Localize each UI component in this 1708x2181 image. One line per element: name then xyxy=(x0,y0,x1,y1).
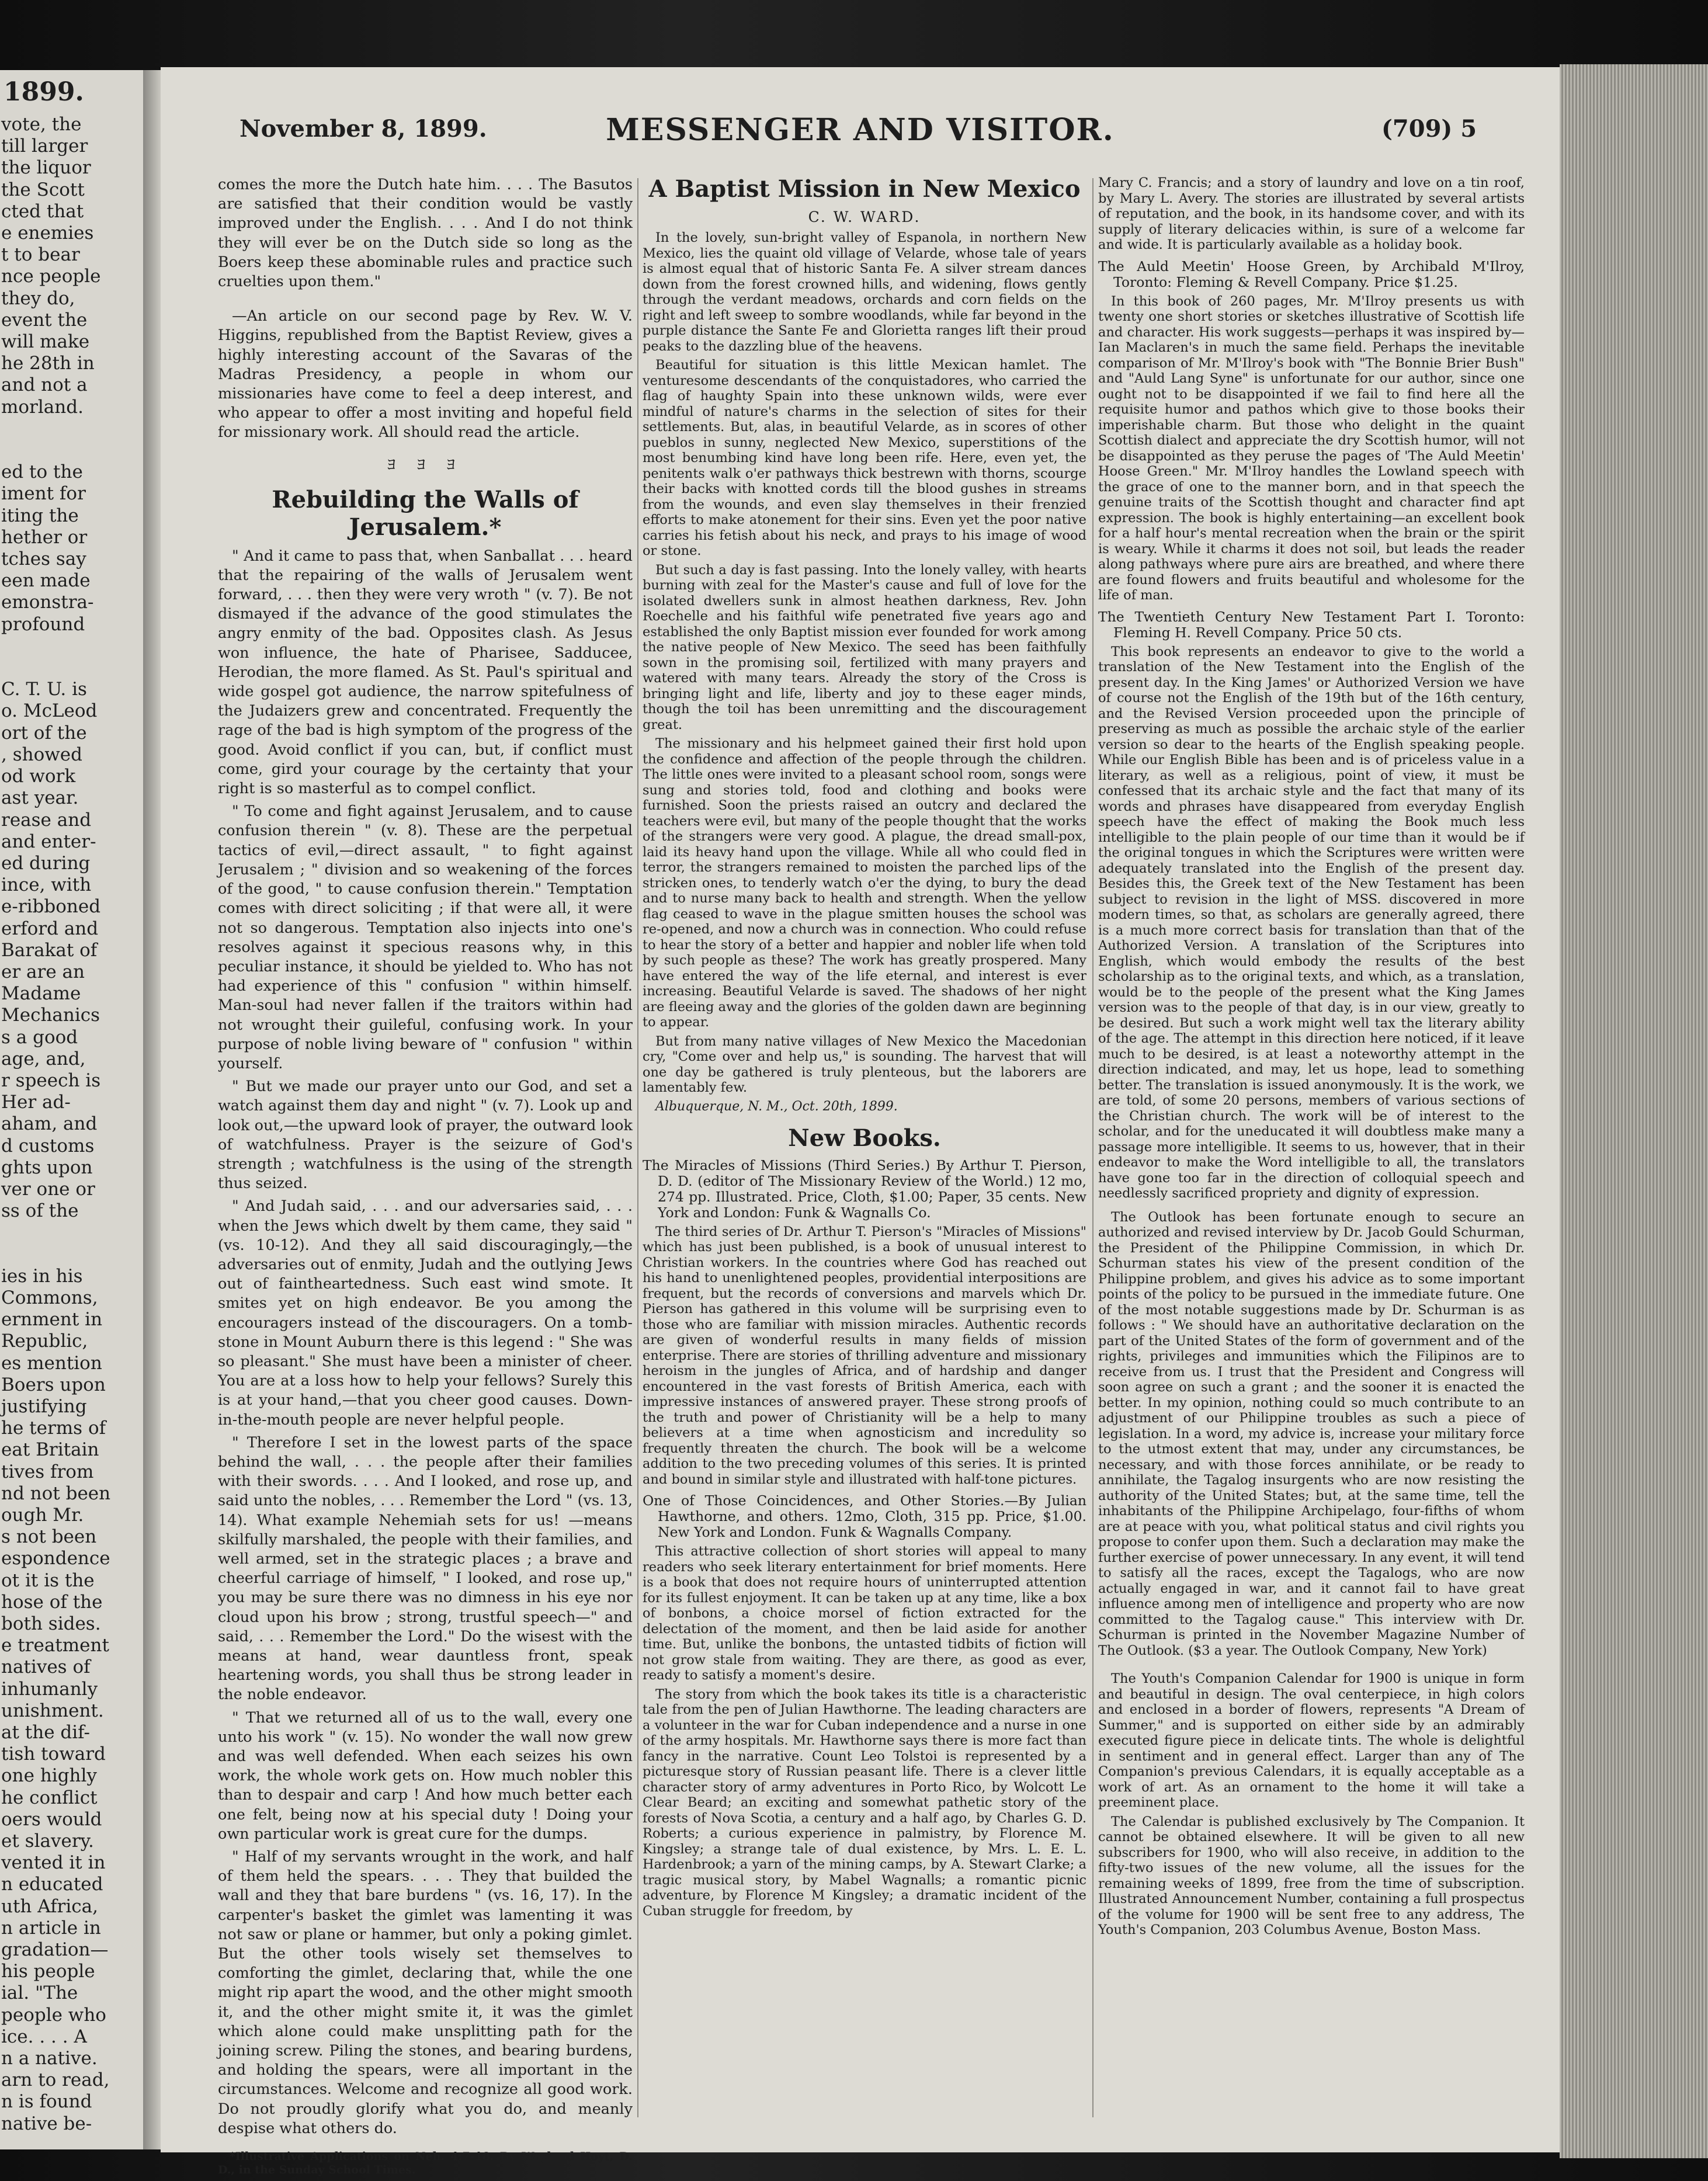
previous-page-line xyxy=(0,440,143,461)
previous-page-line: ernment in xyxy=(1,1309,103,1331)
previous-page-line: ed during xyxy=(1,852,91,874)
previous-page-line: uth Africa, xyxy=(1,1895,98,1917)
previous-page-line: n is found xyxy=(1,2091,92,2113)
youths-companion-note-1: The Youth's Companion Calendar for 1900 is unique in form and beautiful in design. The oval centerpiece, in high colors and enclosed in a border of flowers, represents "A Dream of Summer," and is supported on either side by an admirably executed figure piece in delicate tints. The whole is delightful in sentiment and in general effect. Larger than any of The Companion's previous Calendars, it is equally acceptable as a work of art. As an ornament to the home it will take a preeminent place. xyxy=(1098,1671,1525,1810)
previous-page-line: ial. "The xyxy=(1,1982,78,2004)
previous-page-line: ghts upon xyxy=(1,1157,93,1178)
previous-page-line: tives from xyxy=(1,1461,94,1482)
previous-page-line: Mechanics xyxy=(1,1005,100,1026)
paragraph: " Half of my servants wrought in the work, and half of them held the spears. . . . They that builded the wall and they that bare burdens " (vs. 16, 17). In the carpenter's basket the gimlet was lamenting it was not saw or plane or hammer, but only a poking gimlet. But the other tools wisely set themselves to comforting the gimlet, declaring that, while the one might rip apart the wood, and the other might smooth it, and the other might smite it, it was the gimlet which alone could make unsplitting path for the joining screw. Piling the stones, and bearing burdens, and holding the spears, were all important in the circumstances. Welcome and recognize all good work. Do not proudly glorify what you do, and meanly despise what others do. xyxy=(218,1848,633,2137)
previous-page-line: ough Mr. xyxy=(1,1505,84,1526)
page-number: (709) 5 xyxy=(1381,115,1477,143)
previous-page-line: people who xyxy=(1,2004,106,2026)
paragraph: " And Judah said, . . . and our adversaries said, . . . when the Jews which dwelt by them came, they said " (vs. 10-12). And they all said discouragingly,—the adversaries out of enmity, Judah and the outlying Jews out of faintheartedness. Such east wind smote. It smites yet on high endeavor. Be you among the encouragers instead of the discouragers. On a tomb-stone in Mount Auburn there is this legend : " She was so pleasant." She must have been a minister of cheer. You are at a loss how to help your fellows? Surely this is at your hand,—that you cheer good causes. Down-in-the-mouth people are never helpful people. xyxy=(218,1197,633,1429)
previous-page-line: his people xyxy=(1,1961,95,1982)
book-review-auld-meetin: In this book of 260 pages, Mr. M'Ilroy presents us with twenty one short stories or sketches illustrative of Scottish life and character. His work suggests—perhaps it was inspired by—Ian Maclaren's in much the same field. Perhaps the inevitable comparison of Mr. M'Ilroy's book with "The Bonnie Brier Bush" and "Auld Lang Syne" is unfortunate for our author, since one ought not to be disappointed if we fail to find here all the requisite humor and pathos which give to those books their imperishable charm. But those who delight in the quaint Scottish dialect and appreciate the dry Scottish humor, will not be disappointed as they peruse the pages of 'The Auld Meetin' Hoose Green." Mr. M'Ilroy handles the Lowland speech with the grace of one to the manner born, and in that speech the genuine traits of the Scottish thought and character find apt expression. The book is highly entertaining—an excellent book for a half hour's mental recreation when the brain or the spirit is weary. While it charms it does not soil, but leads the reader along pathways where pure airs are breathed, and where there are found flowers and fruits beautiful and wholesome for the life of man. xyxy=(1098,293,1525,603)
previous-page-line xyxy=(0,657,143,679)
previous-page-line: nce people xyxy=(1,266,101,287)
mission-dateline: Albuquerque, N. M., Oct. 20th, 1899. xyxy=(655,1099,898,1114)
book-entry-coincidences: One of Those Coincidences, and Other Stories.—By Julian Hawthorne, and others. 12mo, Cloth, 315 pp. Price, $1.00. New York and London. Funk & Wagnalls Company. xyxy=(643,1492,1086,1540)
newspaper-title: MESSENGER AND VISITOR. xyxy=(606,112,1115,148)
previous-page-line: justifying xyxy=(1,1395,87,1417)
previous-page-line: Her ad- xyxy=(1,1092,71,1113)
previous-page-line: iment for xyxy=(1,483,86,505)
previous-page-line: n educated xyxy=(1,1874,103,1895)
previous-page-line: one highly xyxy=(1,1765,97,1787)
book-entry-miracles: The Miracles of Missions (Third Series.) By Arthur T. Pierson, D. D. (editor of The Missionary Review of the World.) 12 mo, 274 pp. Illustrated. Price, Cloth, $1.00; Paper, 35 cents. New York and London: Funk & Wagnalls Co. xyxy=(643,1157,1086,1221)
previous-page-line: hether or xyxy=(1,526,88,548)
previous-page-line: erford and xyxy=(1,918,99,939)
previous-page-line: nd not been xyxy=(1,1482,111,1504)
jerusalem-heading: Rebuilding the Walls of Jerusalem.* xyxy=(272,485,579,541)
previous-page-line: ort of the xyxy=(1,722,87,744)
previous-page-line: and enter- xyxy=(1,831,96,852)
previous-page-line: iting the xyxy=(1,505,79,526)
previous-page-line: t to bear xyxy=(1,244,80,266)
paragraph: " That we returned all of us to the wall, every one unto his work " (v. 15). No wonder the wall now grew and was well defended. When each seizes his own work, the whole work gets on. How much nobler this than to despair and carp ! And how much better each one felt, being now at his special duty ! Doing your own particular work is great cure for the dumps. xyxy=(218,1708,633,1843)
previous-page-line: arn to read, xyxy=(1,2069,110,2091)
mission-byline: C. W. WARD. xyxy=(808,209,921,225)
previous-page-line: C. T. U. is xyxy=(1,679,87,700)
previous-page-line: will make xyxy=(1,331,90,353)
book-review-coincidences xyxy=(643,1544,1086,1919)
previous-page-line: d customs xyxy=(1,1135,95,1157)
paragraph: " And it came to pass that, when Sanballat . . . heard that the repairing of the walls of Jerusalem went forward, . . . then they were very wroth " (v. 7). Be not dismayed if the advance of the good stimulates the angry enmity of the bad. Opposites clash. As Jesus won influence, the hate of Pharisee, Sadducee, Herodian, the more flamed. As St. Paul's spiritual and wide gospel got audience, the narrow spitefulness of the Judaizers grew and concentrated. Frequently the rage of the bad is high symptom of the progress of the good. Avoid conflict if you can, but, if conflict must come, gird your courage by the certainty that your right is so masterful as to compel conflict. xyxy=(218,547,633,798)
paragraph: Beautiful for situation is this little Mexican hamlet. The venturesome descendants of the conquistadores, who carried the flag of haughty Spain into these unknown wilds, were ever mindful of nature's charms in the selection of sites for their settlements. But, alas, in beautiful Velarde, as in scores of other pueblos in sunny, neglected New Mexico, superstitions of the most benumbing kind have long been rife. Here, even yet, the penitents walk o'er pathways thick bestrewn with thorns, scourge their backs with knotted cords till the blood gushes in streams from the wounds, and even slay themselves in their frenzied efforts to make atonement for their sins. Even yet the poor native carries his fetish about his neck, and prays to his image of wood or stone. xyxy=(643,357,1086,558)
previous-page-line: age, and, xyxy=(1,1048,86,1069)
previous-page-lines xyxy=(0,114,143,2135)
previous-page-line: ies in his xyxy=(1,1265,83,1287)
previous-page-line xyxy=(0,635,143,657)
previous-page-line: vented it in xyxy=(1,1852,106,1874)
paragraph: This attractive collection of short stories will appeal to many readers who seek literary entertainment for brief moments. Here is a book that does not require hours of uninterrupted attention for its fullest enjoyment. It can be taken up at any time, like a box of bonbons, a choice morsel of fiction extracted for the delectation of the moment, and then be laid aside for another time. But, unlike the bonbons, the untasted tidbits of fiction will not grow stale from waiting. They are there, as good as ever, ready to satisfy a moment's desire. xyxy=(643,1544,1086,1683)
paragraph: In the lovely, sun-bright valley of Espanola, in northern New Mexico, lies the quaint old village of Velarde, whose tale of years is almost equal that of historic Santa Fe. A silver stream dances down from the forest crowned hills, and widening, flows gently through the verdant meadows, orchards and corn fields on the right and left sweep to sombre woodlands, while far beyond in the purple distance the Sante Fe and Glorietta ranges lift their proud peaks to the dazzling blue of the heavens. xyxy=(643,230,1086,354)
previous-page-line: rease and xyxy=(1,809,92,831)
previous-page-line: he 28th in xyxy=(1,353,95,374)
previous-page-line: both sides. xyxy=(1,1613,101,1635)
column-3 xyxy=(1098,175,1525,1942)
previous-page-line: tish toward xyxy=(1,1744,106,1765)
paragraph: But such a day is fast passing. Into the lonely valley, with hearts burning with zeal for the Master's cause and full of love for the isolated dwellers sunk in almost heathen darkness, Rev. John Roechelle and his faithful wife penetrated five years ago and established the only Baptist mission ever founded for work among the native people of New Mexico. The seed has been faithfully sown in the promising soil, fertilized with many prayers and watered with many tears. Already the story of the Cross is bringing light and life, liberty and joy to these eager minds, though the toil has been unremitting and the discouragement great. xyxy=(643,562,1086,732)
column-1 xyxy=(218,175,633,2177)
previous-page-line: od work xyxy=(1,766,76,787)
previous-page-line: ice. . . . A xyxy=(1,2026,87,2047)
previous-page-line: ast year. xyxy=(1,787,79,809)
previous-page-line: Boers upon xyxy=(1,1374,106,1395)
previous-page-line: Barakat of xyxy=(1,939,98,961)
book-review-new-testament: This book represents an endeavor to give to the world a translation of the New Testament into the English of the present day. In the King James' or Authorized Version we have of course not the English of the 19th but of the 16th century, and the Revised Version proceeded upon the principle of preserving as much as possible the archaic style of the earlier version so dear to the hearts of the English speaking people. While our English Bible has been and is of priceless value in a literary, as well as a religious, point of view, it must be confessed that its archaic style and the fact that many of its words and phrases have disappeared from everyday English speech have the effect of making the Book much less intelligible to the plain people of our time than it would be if the original tongues in which the Scriptures were written were adequately translated into the English of the present day. Besides this, the Greek text of the New Testament has been subject to revision in the light of MSS. discovered in more modern times, so that, as scholars are generally agreed, there is a much more correct basis for translation than that of the Authorized Version. A translation of the Scriptures into English, which would embody the results of the best scholarship as to the original texts, and which, as a translation, would be to the people of the present what the King James version was to the people of that day, is in our view, greatly to be desired. But such a work might well tax the literary ability of the age. The attempt in this direction here noticed, if it leave much to be desired, is at least a noteworthy attempt in the direction indicated, and may, let us hope, lead to something better. The translation is issued anonymously. It is the work, we are told, of some 20 persons, members of various sections of the Christian church. The work will be of interest to the scholar, and for the uneducated it will doubtless make many a passage more intelligible. It seems to us, however, that in their endeavor to make the Word intelligible to all, the translators have gone too far in the direction of colloquial speech and needlessly sacrificed propriety and dignity of expression. xyxy=(1098,644,1525,1201)
paragraph: " But we made our prayer unto our God, and set a watch against them day and night " (v. 7). Look up and look out,—the upward look of prayer, the outward look of watchfulness. Prayer is the seizure of God's strength ; watchfulness is the using of the strength thus seized. xyxy=(218,1078,633,1193)
previous-page-edge xyxy=(0,70,143,2149)
previous-page-line xyxy=(0,418,143,440)
previous-page-line: morland. xyxy=(1,396,84,418)
previous-page-line: et slavery. xyxy=(1,1831,94,1852)
previous-page-line: espondence xyxy=(1,1548,110,1569)
previous-page-line: s not been xyxy=(1,1526,97,1548)
previous-page-line: vote, the xyxy=(1,114,82,135)
previous-page-line: inhumanly xyxy=(1,1678,98,1700)
column-rule-1 xyxy=(637,178,638,2117)
previous-page-line: eat Britain xyxy=(1,1439,99,1461)
book-gutter xyxy=(143,70,161,2149)
outlook-note: The Outlook has been fortunate enough to secure an authorized and revised interview by Dr. Jacob Gould Schurman, the President of the Philippine Commission, in which Dr. Schurman states his view of the present condition of the Philippine problem, and gives his advice as to some important points of the policy to be pursued in the immediate future. One of the most notable suggestions made by Dr. Schurman is as follows : " We should have an authoritative declaration on the part of the United States of the form of government and of the rights, privileges and immunities which the Filipinos are to receive from us. I trust that the President and Congress will soon agree on such a grant ; and the sooner it is enacted the better. In my opinion, nothing could so much contribute to an adjustment of our Philippine troubles as such a piece of legislation. In a word, my advice is, increase your military force to the utmost extent that may, under any circumstances, be necessary, and with those forces annihilate, or be ready to annihilate, the Tagalog insurgents who are now resisting the authority of the United States; but, at the same time, tell the inhabitants of the Philippine Archipelago, four-fifths of whom are at peace with you, what political status and civil rights you propose to confer upon them. Such a declaration may make the further exercise of power unnecessary. In any event, it will tend to satisfy all the races, except the Tagalogs, who are now actually engaged in war, and it cannot fail to have great influence among men of intelligence and property who are now committed to the Tagalog cause." This interview with Dr. Schurman is printed in the November Magazine Number of The Outlook. ($3 a year. The Outlook Company, New York) xyxy=(1098,1209,1525,1658)
previous-page-line: ver one or xyxy=(1,1178,95,1200)
previous-page-line xyxy=(0,1244,143,1266)
jerusalem-article xyxy=(218,547,633,2138)
ornament-divider: ﾖ ﾖ ﾖ xyxy=(387,454,463,474)
previous-page-line: the Scott xyxy=(1,179,85,200)
previous-page-line: hose of the xyxy=(1,1591,103,1613)
previous-page-line: n article in xyxy=(1,1917,101,1939)
previous-page-line: n a native. xyxy=(1,2048,98,2069)
previous-page-line: ed to the xyxy=(1,461,83,483)
previous-page-line: the liquor xyxy=(1,157,91,179)
previous-page-line: Commons, xyxy=(1,1287,98,1308)
column-2 xyxy=(643,175,1086,1922)
previous-page-line: Madame xyxy=(1,983,81,1005)
previous-page-line: r speech is xyxy=(1,1069,101,1091)
previous-page-line: native be- xyxy=(1,2113,92,2134)
newspaper-page xyxy=(161,67,1560,2177)
mission-heading: A Baptist Mission in New Mexico xyxy=(648,175,1081,203)
page-stack-edge xyxy=(1560,64,1708,2158)
previous-page-line: er are an xyxy=(1,961,85,982)
paragraph: The story from which the book takes its title is a characteristic tale from the pen of Julian Hawthorne. The leading characters are a volunteer in the war for Cuban independence and a nurse in one of the army hospitals. Mr. Hawthorne says there is more fact than fancy in the narrative. Count Leo Tolstoi is represented by a picturesque story of Russian peasant life. There is a clever little character story of army adventures in Porto Rico, by Wolcott Le Clear Beard; an exciting and somewhat pathetic story of the forests of Nova Scotia, a century and a half ago, by Charles G. D. Roberts; a curious experience in palmistry, by Florence M. Kingsley; a strange tale of dual existence, by Mrs. L. E. L. Hardenbrook; a yarn of the mining camps, by A. Stewart Clarke; a tragic musical story, by Mabel Wagnalls; a romantic picnic adventure, by Florence M Kingsley; a dramatic incident of the Cuban struggle for freedom, by xyxy=(643,1686,1086,1919)
previous-page-line: he terms of xyxy=(1,1418,106,1439)
book-review-miracles: The third series of Dr. Arthur T. Pierson's "Miracles of Missions" which has just been published, is a book of unusual interest to Christian workers. In the countries where God has reached out his hand to unenlightened peoples, providential interpositions are frequent, but the records of conversions and marvels which Dr. Pierson has gathered in this volume will be surprising even to those who are familiar with mission miracles. Authentic records are given of wonderful results in many fields of mission enterprise. There are stories of thrilling adventure and missionary heroism in the jungles of Africa, and of hardship and danger encountered in the vast forests of British America, each with impressive instances of answered prayer. These strong proofs of the truth and power of Christianity will be a help to many believers at a time when agnosticism and incredulity so frequently threaten the church. The book will be a welcome addition to the two preceding volumes of this series. It is printed and bound in similar style and illustrated with half-tone pictures. xyxy=(643,1224,1086,1487)
paragraph: " Therefore I set in the lowest parts of the space behind the wall, . . . the people after their families with their swords. . . . And I looked, and rose up, and said unto the nobles, . . . Remember the Lord " (vs. 13, 14). What example Nehemiah sets for us! —means skilfully marshaled, the people with their families, and well armed, set in the strategic places ; a brave and cheerful carriage of himself, " I looked, and rose up," you may be sure there was no dimness in his eye nor cloud upon his brow ; strong, trustful speech—" and said, . . . Remember the Lord." Do the wisest with the means at hand, wear dauntless front, speak heartening words, you shall thus be strong leader in the noble endeavor. xyxy=(218,1433,633,1704)
previous-page-line: natives of xyxy=(1,1656,91,1678)
previous-page-line: s a good xyxy=(1,1026,78,1048)
previous-page-line: o. McLeod xyxy=(1,700,98,722)
previous-page-year: 1899. xyxy=(4,77,84,107)
previous-page-line: ot it is the xyxy=(1,1569,95,1591)
previous-page-line: aham, and xyxy=(1,1113,98,1135)
previous-page-line: ss of the xyxy=(1,1200,79,1222)
previous-page-line: e-ribboned xyxy=(1,896,101,918)
previous-page-line: at the dif- xyxy=(1,1722,91,1744)
previous-page-line: and not a xyxy=(1,374,88,396)
previous-page-line: till larger xyxy=(1,136,88,157)
higgins-note: —An article on our second page by Rev. W. V. Higgins, republished from the Baptist Review, gives a highly interesting account of the Savaras of the Madras Presidency, a people in whom our missionaries have come to feel a deep interest, and who appear to offer a most inviting and hopeful field for missionary work. All should read the article. xyxy=(218,307,633,442)
previous-page-line: e treatment xyxy=(1,1635,109,1656)
book-review-coincidences-end: Mary C. Francis; and a story of laundry and love on a tin roof, by Mary L. Avery. The stories are illustrated by several artists of reputation, and the book, in its handsome cover, and with its supply of literary delicacies within, is sure of a welcome far and wide. It is particularly available as a holiday book. xyxy=(1098,175,1525,252)
issue-date: November 8, 1899. xyxy=(239,115,487,143)
previous-page-line: emonstra- xyxy=(1,592,94,613)
previous-page-line: event the xyxy=(1,309,88,331)
previous-page-line xyxy=(0,1222,143,1244)
paragraph: But from many native villages of New Mexico the Macedonian cry, "Come over and help us," is sounding. The harvest that will one day be gathered is truly plenteous, but the laborers are lamentably few. xyxy=(643,1033,1086,1095)
previous-page-line: Republic, xyxy=(1,1331,88,1352)
book-entry-auld-meetin: The Auld Meetin' Hoose Green, by Archibald M'Ilroy, Toronto: Fleming & Revell Company. Price $1.25. xyxy=(1098,258,1525,290)
boer-article-end: comes the more the Dutch hate him. . . . The Basutos are satisfied that their condition would be vastly improved under the English. . . . And I do not think they will ever be on the Dutch side so long as the Boers keep these abominable rules and practice such cruelties upon them." xyxy=(218,176,633,291)
previous-page-line: they do, xyxy=(1,287,75,309)
jerusalem-footnote: *Illustrative Applications on Neh. 4:7-18. By Wayland Hoyt, D. D., in the Sunday School Times. xyxy=(218,2150,633,2177)
column-rule-2 xyxy=(1092,178,1093,2117)
previous-page-line: ince, with xyxy=(1,874,92,896)
previous-page-line: unishment. xyxy=(1,1700,104,1721)
previous-page-line: een made xyxy=(1,570,91,592)
previous-page-line: profound xyxy=(1,613,85,635)
previous-page-line: es mention xyxy=(1,1352,102,1374)
previous-page-line: tches say xyxy=(1,548,86,570)
youths-companion-note-2: The Calendar is published exclusively by The Companion. It cannot be obtained elsewhere. It will be given to all new subscribers for 1900, who will also receive, in addition to the fifty-two issues of the new volume, all the issues for the remaining weeks of 1899, free from the time of subscription. Illustrated Announcement Number, containing a full prospectus of the volume for 1900 will be sent free to any address, The Youth's Companion, 203 Columbus Avenue, Boston Mass. xyxy=(1098,1814,1525,1937)
masthead xyxy=(161,112,1560,156)
previous-page-line: oers would xyxy=(1,1808,102,1830)
previous-page-line: , showed xyxy=(1,744,82,765)
previous-page-line: he conflict xyxy=(1,1787,98,1808)
mission-article xyxy=(643,230,1086,1096)
previous-page-line: gradation— xyxy=(1,1939,109,1961)
paragraph: The missionary and his helpmeet gained their first hold upon the confidence and affection of the people through the children. The little ones were invited to a pleasant school room, songs were sung and stories told, food and clothing and books were furnished. Soon the priests raised an outcry and declared the teachers were evil, but many of the people thought that the works of the strangers were very good. A plague, the dread small-pox, laid its heavy hand upon the village. While all who could fled in terror, the strangers remained to moisten the parched lips of the stricken ones, to tenderly watch o'er the dying, to bury the dead and to nurse many back to health and strength. When the yellow flag ceased to wave in the plague smitten houses the school was re-opened, and now a church was in connection. Who could refuse to hear the story of a better and happier and nobler life when told by such people as these? The work has greatly prospered. Many have entered the way of the life eternal, and interest is ever increasing. Beautiful Velarde is saved. The shadows of her night are fleeing away and the glories of the golden dawn are beginning to appear. xyxy=(643,736,1086,1030)
paragraph: " To come and fight against Jerusalem, and to cause confusion therein " (v. 8). These are the perpetual tactics of evil,—direct assault, " to fight against Jerusalem ; " division and so weakening of the forces of the good, " to cause confusion therein." Temptation comes with direct soliciting ; if that were all, it were not so dangerous. Temptation also injects into one's resolves against it specious reasons why, in this peculiar instance, it should be yielded to. Who has not had experience of this " confusion " within himself. Man-soul had never fallen if the traitors within had not wrought their guileful, confusing work. In your purpose of noble living beware of " confusion " within yourself. xyxy=(218,803,633,1072)
new-books-heading: New Books. xyxy=(788,1124,941,1152)
book-entry-new-testament: The Twentieth Century New Testament Part I. Toronto: Fleming H. Revell Company. Price 50 cts. xyxy=(1098,608,1525,641)
previous-page-line: e enemies xyxy=(1,223,94,244)
previous-page-line: cted that xyxy=(1,200,84,222)
